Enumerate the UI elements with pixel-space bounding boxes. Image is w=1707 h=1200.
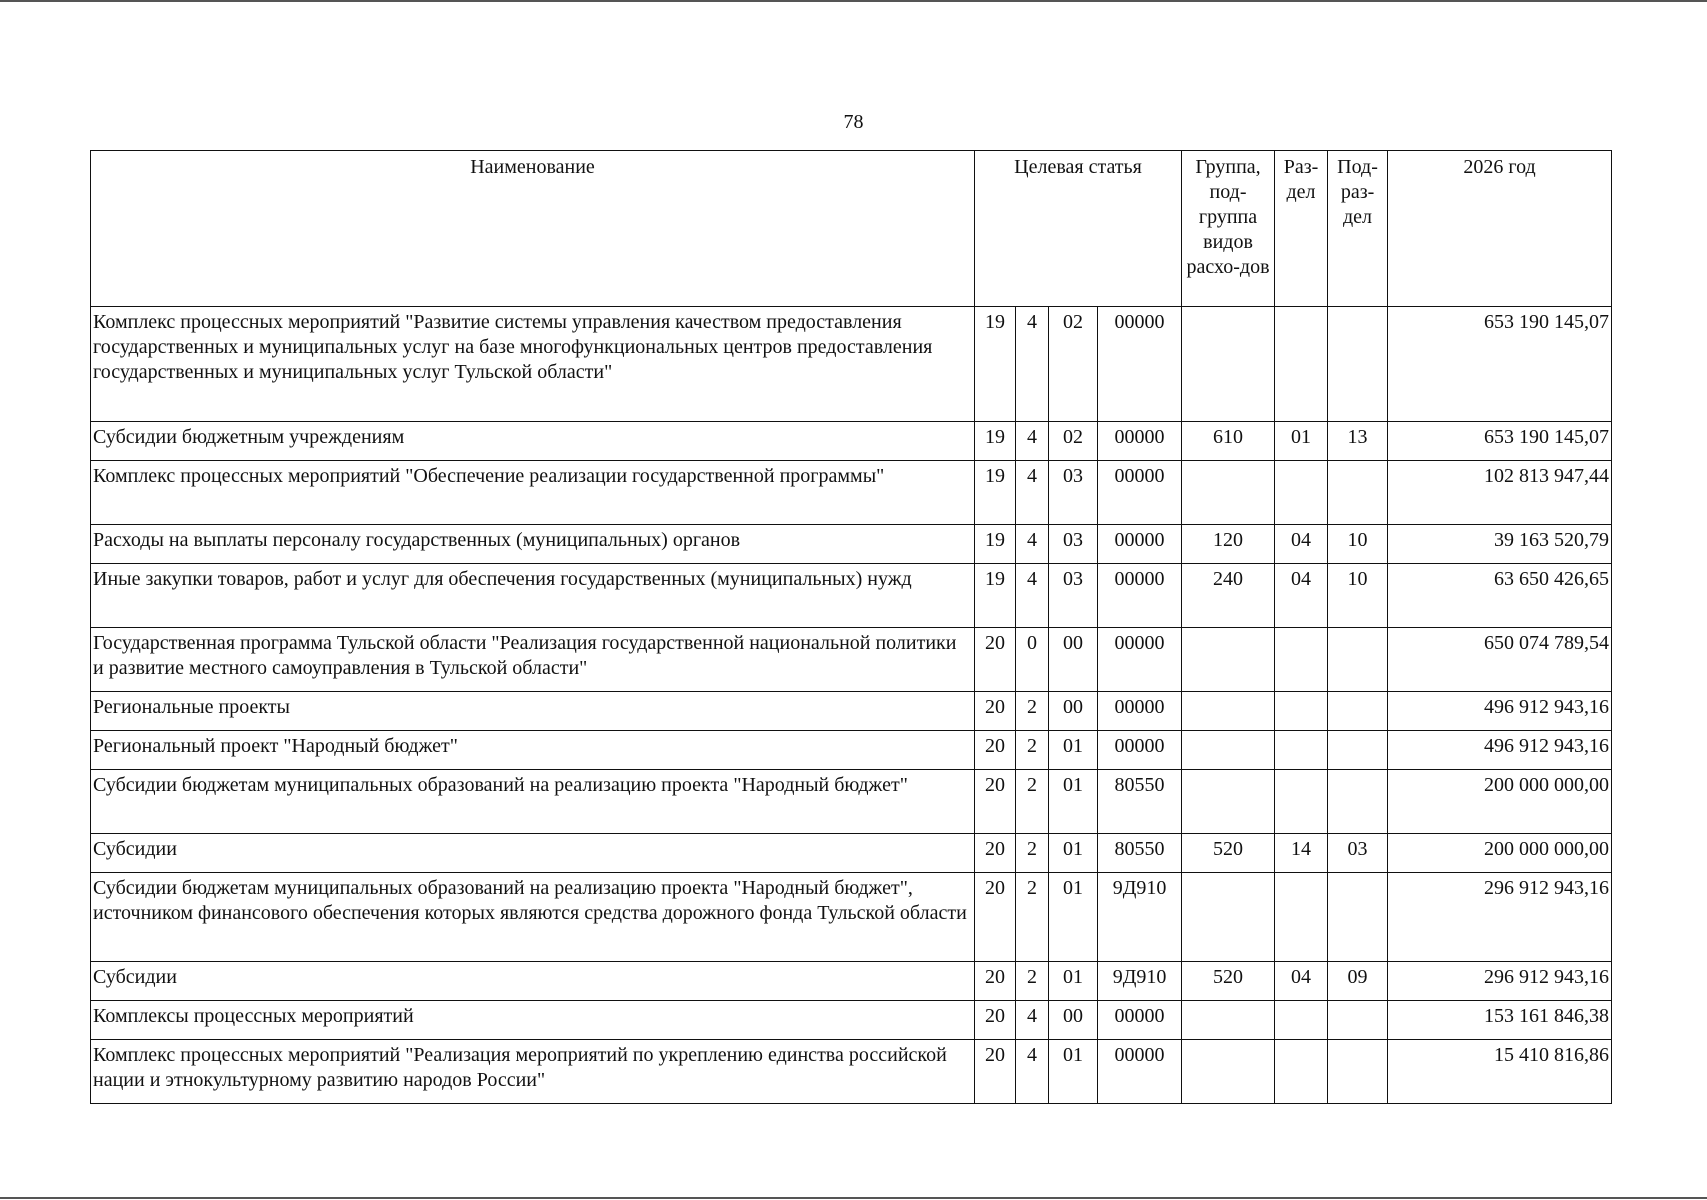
activity-code-cell: 03 <box>1049 461 1098 525</box>
expense-group-cell: 610 <box>1182 422 1275 461</box>
direction-code-cell: 9Д910 <box>1098 962 1182 1001</box>
subsection-cell: 03 <box>1328 834 1388 873</box>
direction-code-cell: 00000 <box>1098 461 1182 525</box>
header-target-article: Целевая статья <box>975 151 1182 307</box>
subsection-cell <box>1328 731 1388 770</box>
direction-code-cell: 00000 <box>1098 422 1182 461</box>
row-name-cell: Субсидии <box>91 962 975 1001</box>
activity-code-cell: 03 <box>1049 564 1098 628</box>
subsection-cell: 10 <box>1328 525 1388 564</box>
section-cell <box>1275 692 1328 731</box>
activity-code-cell: 00 <box>1049 692 1098 731</box>
subprogram-code-cell: 2 <box>1016 770 1049 834</box>
direction-code-cell: 00000 <box>1098 692 1182 731</box>
row-name-cell: Субсидии <box>91 834 975 873</box>
section-cell <box>1275 307 1328 422</box>
direction-code-cell: 00000 <box>1098 525 1182 564</box>
program-code-cell: 19 <box>975 461 1016 525</box>
table-row <box>91 564 1612 628</box>
section-cell <box>1275 873 1328 962</box>
amount-cell: 496 912 943,16 <box>1388 692 1612 731</box>
expense-group-cell <box>1182 1001 1275 1040</box>
section-cell: 14 <box>1275 834 1328 873</box>
program-code-cell: 19 <box>975 564 1016 628</box>
subsection-cell <box>1328 307 1388 422</box>
table-body <box>91 307 1612 1104</box>
direction-code-cell: 00000 <box>1098 1040 1182 1104</box>
expense-group-cell <box>1182 770 1275 834</box>
row-name-cell: Субсидии бюджетам муниципальных образований на реализацию проекта "Народный бюджет" <box>91 770 975 834</box>
header-row <box>91 151 1612 307</box>
amount-cell: 63 650 426,65 <box>1388 564 1612 628</box>
row-name-cell: Региональные проекты <box>91 692 975 731</box>
activity-code-cell: 00 <box>1049 628 1098 692</box>
row-name-cell: Региональный проект "Народный бюджет" <box>91 731 975 770</box>
section-cell <box>1275 731 1328 770</box>
header-subsection: Под-раз-дел <box>1328 151 1388 307</box>
section-cell: 04 <box>1275 525 1328 564</box>
header-name: Наименование <box>91 151 975 307</box>
scan-top-edge <box>0 0 1707 2</box>
activity-code-cell: 01 <box>1049 731 1098 770</box>
expense-group-cell <box>1182 731 1275 770</box>
activity-code-cell: 01 <box>1049 962 1098 1001</box>
activity-code-cell: 03 <box>1049 525 1098 564</box>
amount-cell: 653 190 145,07 <box>1388 307 1612 422</box>
program-code-cell: 20 <box>975 1040 1016 1104</box>
subsection-cell: 13 <box>1328 422 1388 461</box>
expense-group-cell <box>1182 307 1275 422</box>
table-row <box>91 834 1612 873</box>
expense-group-cell: 520 <box>1182 962 1275 1001</box>
subprogram-code-cell: 2 <box>1016 692 1049 731</box>
amount-cell: 496 912 943,16 <box>1388 731 1612 770</box>
table-row <box>91 307 1612 422</box>
amount-cell: 296 912 943,16 <box>1388 873 1612 962</box>
table-row <box>91 731 1612 770</box>
subsection-cell <box>1328 1001 1388 1040</box>
header-expense-group: Группа, под-группа видов расхо-дов <box>1182 151 1275 307</box>
subprogram-code-cell: 4 <box>1016 564 1049 628</box>
subprogram-code-cell: 4 <box>1016 1001 1049 1040</box>
table-row <box>91 770 1612 834</box>
expense-group-cell: 240 <box>1182 564 1275 628</box>
expense-group-cell <box>1182 628 1275 692</box>
subprogram-code-cell: 4 <box>1016 461 1049 525</box>
activity-code-cell: 01 <box>1049 1040 1098 1104</box>
direction-code-cell: 80550 <box>1098 770 1182 834</box>
table-row <box>91 1001 1612 1040</box>
subsection-cell <box>1328 461 1388 525</box>
header-year: 2026 год <box>1388 151 1612 307</box>
row-name-cell: Расходы на выплаты персоналу государственных (муниципальных) органов <box>91 525 975 564</box>
activity-code-cell: 01 <box>1049 873 1098 962</box>
subprogram-code-cell: 4 <box>1016 525 1049 564</box>
program-code-cell: 20 <box>975 628 1016 692</box>
section-cell <box>1275 1040 1328 1104</box>
program-code-cell: 20 <box>975 834 1016 873</box>
budget-table <box>90 150 1612 1104</box>
table-row <box>91 422 1612 461</box>
amount-cell: 153 161 846,38 <box>1388 1001 1612 1040</box>
program-code-cell: 20 <box>975 1001 1016 1040</box>
subprogram-code-cell: 0 <box>1016 628 1049 692</box>
activity-code-cell: 02 <box>1049 422 1098 461</box>
amount-cell: 200 000 000,00 <box>1388 770 1612 834</box>
table-row <box>91 525 1612 564</box>
expense-group-cell <box>1182 1040 1275 1104</box>
amount-cell: 39 163 520,79 <box>1388 525 1612 564</box>
expense-group-cell <box>1182 873 1275 962</box>
activity-code-cell: 00 <box>1049 1001 1098 1040</box>
subsection-cell <box>1328 770 1388 834</box>
row-name-cell: Субсидии бюджетам муниципальных образований на реализацию проекта "Народный бюджет", источником финансового обеспечения которых являются средства дорожного фонда Тульской области <box>91 873 975 962</box>
subsection-cell <box>1328 692 1388 731</box>
program-code-cell: 20 <box>975 692 1016 731</box>
section-cell: 04 <box>1275 564 1328 628</box>
program-code-cell: 19 <box>975 307 1016 422</box>
row-name-cell: Комплекс процессных мероприятий "Реализация мероприятий по укреплению единства российской нации и этнокультурному развитию народов России" <box>91 1040 975 1104</box>
subsection-cell: 10 <box>1328 564 1388 628</box>
direction-code-cell: 00000 <box>1098 564 1182 628</box>
row-name-cell: Комплекс процессных мероприятий "Обеспечение реализации государственной программы" <box>91 461 975 525</box>
program-code-cell: 19 <box>975 422 1016 461</box>
table-row <box>91 962 1612 1001</box>
amount-cell: 296 912 943,16 <box>1388 962 1612 1001</box>
subsection-cell <box>1328 628 1388 692</box>
table-row <box>91 1040 1612 1104</box>
row-name-cell: Комплекс процессных мероприятий "Развитие системы управления качеством предоставления государственных и муниципальных услуг на базе многофункциональных центров предоставления государственных и муниципальных услуг Тульской области" <box>91 307 975 422</box>
section-cell <box>1275 628 1328 692</box>
subsection-cell <box>1328 873 1388 962</box>
section-cell <box>1275 1001 1328 1040</box>
subprogram-code-cell: 2 <box>1016 962 1049 1001</box>
section-cell: 01 <box>1275 422 1328 461</box>
program-code-cell: 20 <box>975 873 1016 962</box>
activity-code-cell: 01 <box>1049 834 1098 873</box>
amount-cell: 653 190 145,07 <box>1388 422 1612 461</box>
table-row <box>91 692 1612 731</box>
activity-code-cell: 02 <box>1049 307 1098 422</box>
direction-code-cell: 9Д910 <box>1098 873 1182 962</box>
subprogram-code-cell: 4 <box>1016 1040 1049 1104</box>
row-name-cell: Иные закупки товаров, работ и услуг для обеспечения государственных (муниципальных) нужд <box>91 564 975 628</box>
section-cell <box>1275 770 1328 834</box>
amount-cell: 200 000 000,00 <box>1388 834 1612 873</box>
table-row <box>91 873 1612 962</box>
program-code-cell: 20 <box>975 770 1016 834</box>
direction-code-cell: 00000 <box>1098 731 1182 770</box>
program-code-cell: 20 <box>975 962 1016 1001</box>
row-name-cell: Государственная программа Тульской области "Реализация государственной национальной политики и развитие местного самоуправления в Тульской области" <box>91 628 975 692</box>
subprogram-code-cell: 4 <box>1016 307 1049 422</box>
row-name-cell: Субсидии бюджетным учреждениям <box>91 422 975 461</box>
table-row <box>91 628 1612 692</box>
subprogram-code-cell: 2 <box>1016 834 1049 873</box>
direction-code-cell: 00000 <box>1098 628 1182 692</box>
subsection-cell <box>1328 1040 1388 1104</box>
direction-code-cell: 00000 <box>1098 307 1182 422</box>
section-cell <box>1275 461 1328 525</box>
direction-code-cell: 00000 <box>1098 1001 1182 1040</box>
direction-code-cell: 80550 <box>1098 834 1182 873</box>
amount-cell: 15 410 816,86 <box>1388 1040 1612 1104</box>
program-code-cell: 19 <box>975 525 1016 564</box>
subprogram-code-cell: 2 <box>1016 731 1049 770</box>
expense-group-cell <box>1182 461 1275 525</box>
subprogram-code-cell: 4 <box>1016 422 1049 461</box>
amount-cell: 650 074 789,54 <box>1388 628 1612 692</box>
table-row <box>91 461 1612 525</box>
scan-bottom-edge <box>0 1197 1707 1199</box>
page-number: 78 <box>843 111 864 133</box>
expense-group-cell: 120 <box>1182 525 1275 564</box>
subprogram-code-cell: 2 <box>1016 873 1049 962</box>
section-cell: 04 <box>1275 962 1328 1001</box>
expense-group-cell <box>1182 692 1275 731</box>
program-code-cell: 20 <box>975 731 1016 770</box>
expense-group-cell: 520 <box>1182 834 1275 873</box>
header-section: Раз-дел <box>1275 151 1328 307</box>
activity-code-cell: 01 <box>1049 770 1098 834</box>
row-name-cell: Комплексы процессных мероприятий <box>91 1001 975 1040</box>
amount-cell: 102 813 947,44 <box>1388 461 1612 525</box>
subsection-cell: 09 <box>1328 962 1388 1001</box>
